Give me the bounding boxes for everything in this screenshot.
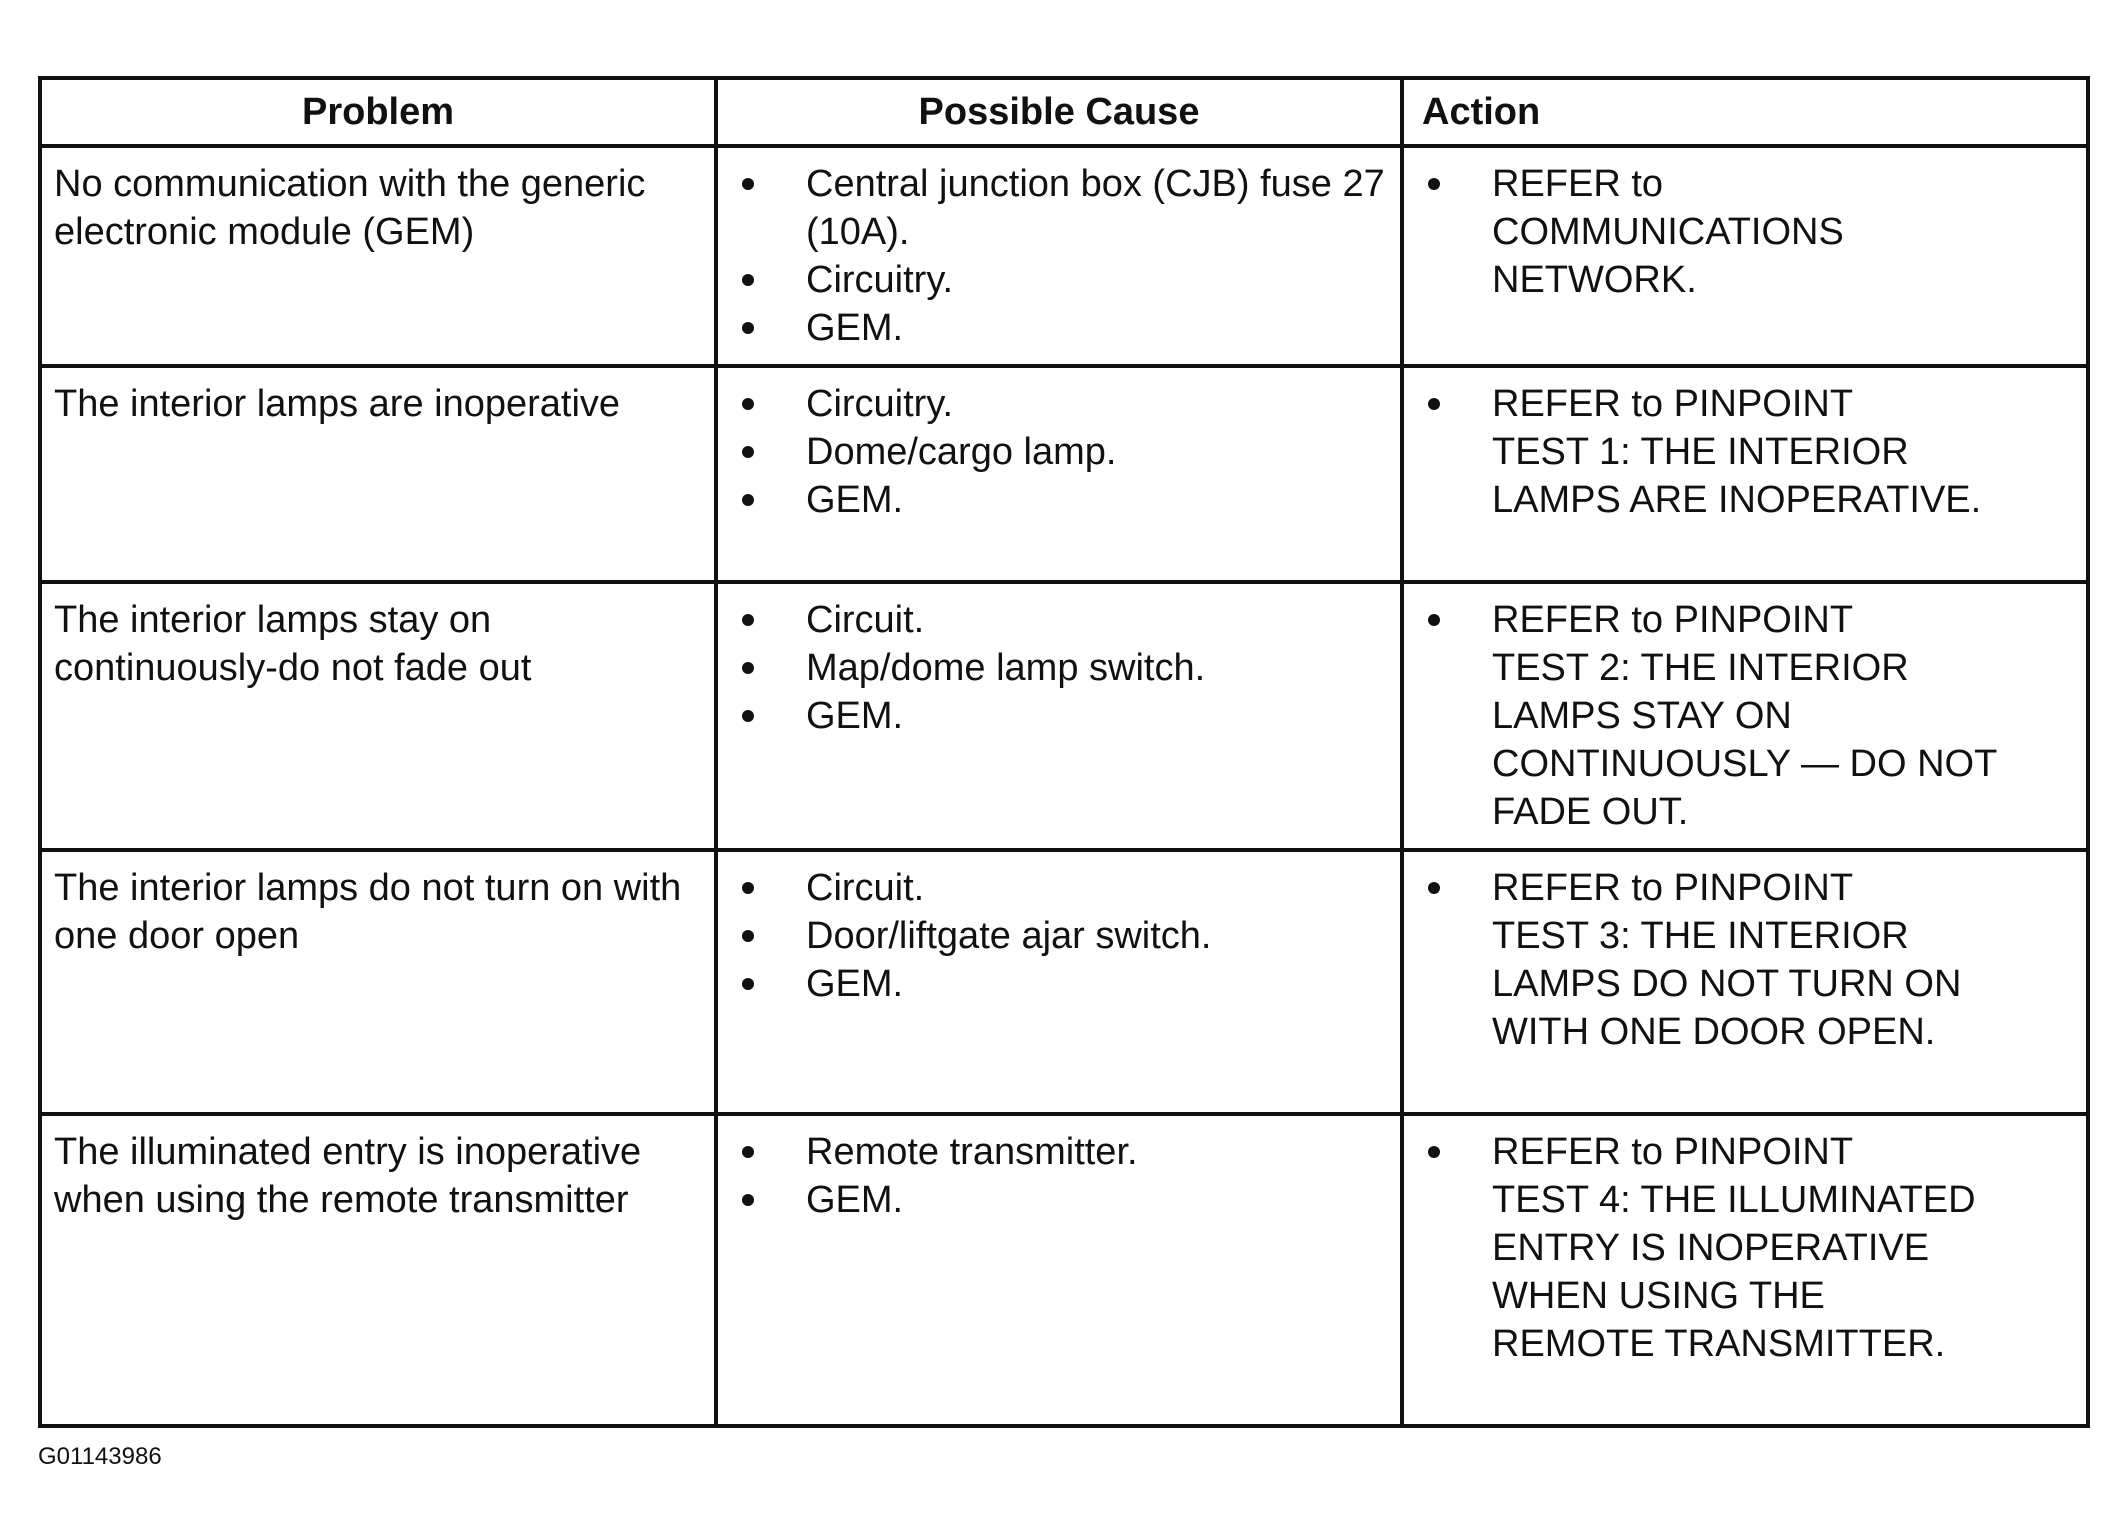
action-list bbox=[1416, 380, 2074, 524]
action-item bbox=[1416, 380, 2074, 524]
bullet-icon bbox=[742, 662, 754, 674]
cause-list bbox=[730, 596, 1388, 740]
table-row bbox=[40, 1114, 2088, 1426]
cause-item bbox=[730, 160, 1388, 256]
cause-cell bbox=[716, 366, 1402, 582]
cause-text: Map/dome lamp switch. bbox=[806, 647, 1206, 689]
bullet-icon bbox=[1428, 1146, 1440, 1158]
problem-cell bbox=[40, 146, 716, 366]
action-text: REFER to PINPOINT TEST 3: THE INTERIOR LAMPS DO NOT TURN ON WITH ONE DOOR OPEN. bbox=[1492, 867, 1962, 1053]
bullet-icon bbox=[742, 178, 754, 190]
cause-text: Door/liftgate ajar switch. bbox=[806, 915, 1212, 957]
action-list bbox=[1416, 160, 2074, 304]
bullet-icon bbox=[742, 322, 754, 334]
cause-text: GEM. bbox=[806, 1179, 904, 1221]
cause-item bbox=[730, 960, 1388, 1008]
cause-item bbox=[730, 256, 1388, 304]
action-text: REFER to COMMUNICATIONS NETWORK. bbox=[1492, 163, 1844, 301]
table-header bbox=[40, 78, 2088, 146]
symptom-chart-table bbox=[38, 76, 2090, 1428]
cause-text: Circuitry. bbox=[806, 383, 954, 425]
cause-item bbox=[730, 692, 1388, 740]
problem-cell bbox=[40, 582, 716, 850]
action-item bbox=[1416, 864, 2074, 1056]
cause-text: Remote transmitter. bbox=[806, 1131, 1138, 1173]
table-row bbox=[40, 850, 2088, 1114]
action-list bbox=[1416, 1128, 2074, 1368]
problem-cell bbox=[40, 850, 716, 1114]
cause-item bbox=[730, 644, 1388, 692]
bullet-icon bbox=[742, 494, 754, 506]
bullet-icon bbox=[742, 710, 754, 722]
header-action: Action bbox=[1402, 78, 2088, 146]
bullet-icon bbox=[742, 398, 754, 410]
bullet-icon bbox=[1428, 882, 1440, 894]
cause-list bbox=[730, 160, 1388, 352]
cause-text: GEM. bbox=[806, 479, 904, 521]
problem-text: No communication with the generic electronic module (GEM) bbox=[54, 163, 646, 253]
action-item bbox=[1416, 596, 2074, 836]
cause-text: Dome/cargo lamp. bbox=[806, 431, 1117, 473]
cause-item bbox=[730, 428, 1388, 476]
bullet-icon bbox=[742, 446, 754, 458]
cause-cell bbox=[716, 1114, 1402, 1426]
header-possible-cause: Possible Cause bbox=[716, 78, 1402, 146]
action-list bbox=[1416, 864, 2074, 1056]
bullet-icon bbox=[1428, 398, 1440, 410]
cause-text: Circuit. bbox=[806, 867, 925, 909]
action-text: REFER to PINPOINT TEST 2: THE INTERIOR LAMPS STAY ON CONTINUOUSLY — DO NOT FADE OUT. bbox=[1492, 599, 1998, 833]
action-item bbox=[1416, 1128, 2074, 1368]
cause-item bbox=[730, 596, 1388, 644]
problem-text: The interior lamps stay on continuously-do not fade out bbox=[54, 599, 532, 689]
cause-item bbox=[730, 380, 1388, 428]
action-text: REFER to PINPOINT TEST 4: THE ILLUMINATED ENTRY IS INOPERATIVE WHEN USING THE REMOTE TRANSMITTER. bbox=[1492, 1131, 1976, 1365]
cause-text: Circuit. bbox=[806, 599, 925, 641]
bullet-icon bbox=[742, 978, 754, 990]
cause-item bbox=[730, 1128, 1388, 1176]
cause-text: Circuitry. bbox=[806, 259, 954, 301]
bullet-icon bbox=[1428, 614, 1440, 626]
cause-item bbox=[730, 476, 1388, 524]
action-cell bbox=[1402, 1114, 2088, 1426]
cause-list bbox=[730, 864, 1388, 1008]
action-list bbox=[1416, 596, 2074, 836]
bullet-icon bbox=[742, 882, 754, 894]
action-item bbox=[1416, 160, 2074, 304]
bullet-icon bbox=[742, 614, 754, 626]
cause-item bbox=[730, 304, 1388, 352]
cause-item bbox=[730, 864, 1388, 912]
problem-text: The interior lamps are inoperative bbox=[54, 383, 621, 425]
cause-cell bbox=[716, 582, 1402, 850]
cause-text: GEM. bbox=[806, 963, 904, 1005]
cause-item bbox=[730, 912, 1388, 960]
table-row bbox=[40, 582, 2088, 850]
action-cell bbox=[1402, 146, 2088, 366]
action-cell bbox=[1402, 850, 2088, 1114]
problem-cell bbox=[40, 1114, 716, 1426]
cause-text: GEM. bbox=[806, 695, 904, 737]
cause-text: Central junction box (CJB) fuse 27 (10A). bbox=[806, 163, 1385, 253]
action-text: REFER to PINPOINT TEST 1: THE INTERIOR LAMPS ARE INOPERATIVE. bbox=[1492, 383, 1982, 521]
figure-id: G01143986 bbox=[38, 1443, 162, 1470]
problem-text: The illuminated entry is inoperative when using the remote transmitter bbox=[54, 1131, 642, 1221]
header-row bbox=[40, 78, 2088, 146]
bullet-icon bbox=[742, 1146, 754, 1158]
bullet-icon bbox=[1428, 178, 1440, 190]
cause-item bbox=[730, 1176, 1388, 1224]
cause-list bbox=[730, 1128, 1388, 1224]
cause-cell bbox=[716, 146, 1402, 366]
problem-text: The interior lamps do not turn on with one door open bbox=[54, 867, 682, 957]
table-body bbox=[40, 146, 2088, 1426]
action-cell bbox=[1402, 366, 2088, 582]
table-row bbox=[40, 146, 2088, 366]
header-problem: Problem bbox=[40, 78, 716, 146]
table-row bbox=[40, 366, 2088, 582]
action-cell bbox=[1402, 582, 2088, 850]
bullet-icon bbox=[742, 1194, 754, 1206]
bullet-icon bbox=[742, 930, 754, 942]
cause-list bbox=[730, 380, 1388, 524]
cause-text: GEM. bbox=[806, 307, 904, 349]
cause-cell bbox=[716, 850, 1402, 1114]
problem-cell bbox=[40, 366, 716, 582]
bullet-icon bbox=[742, 274, 754, 286]
